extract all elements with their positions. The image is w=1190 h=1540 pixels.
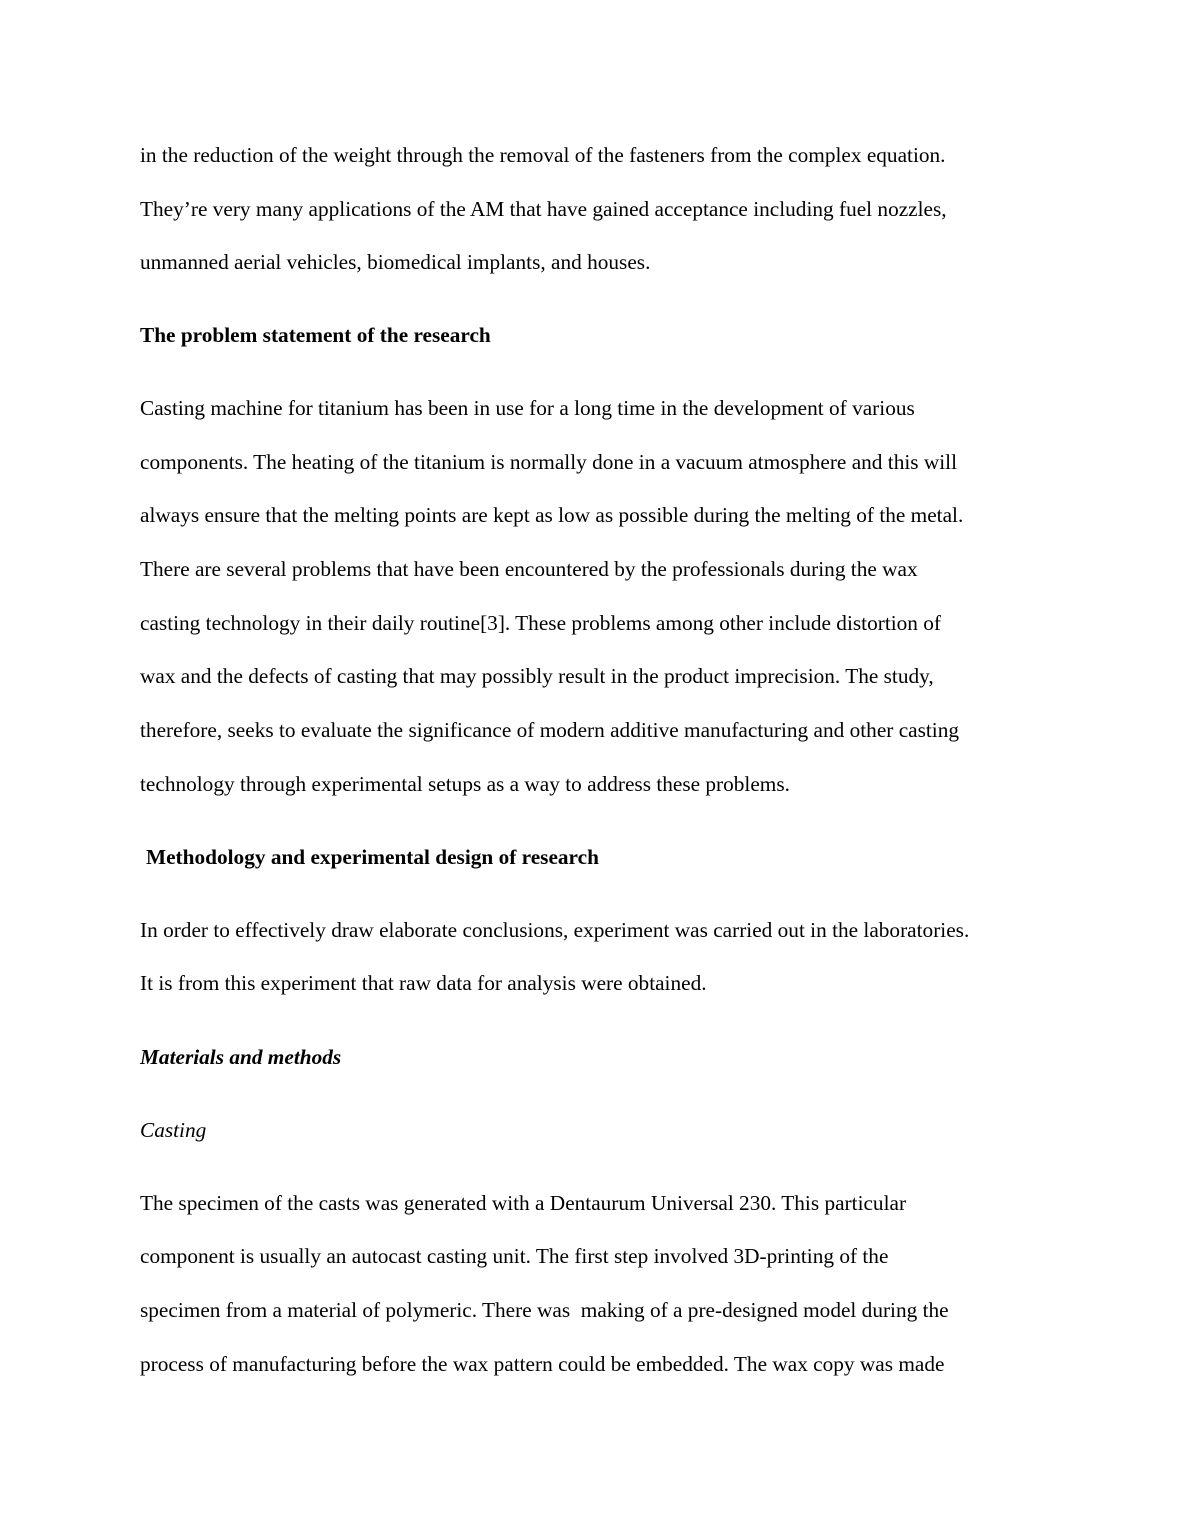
- problem-line-4: There are several problems that have been encountered by the professionals during the wax: [140, 557, 918, 581]
- materials-heading: Materials and methods: [140, 1045, 342, 1069]
- problem-line-8: technology through experimental setups as a way to address these problems.: [140, 772, 790, 796]
- intro-line-3: unmanned aerial vehicles, biomedical implants, and houses.: [140, 250, 651, 274]
- problem-line-5: casting technology in their daily routine[3]. These problems among other include distortion of: [140, 611, 942, 635]
- problem-line-1: Casting machine for titanium has been in use for a long time in the development of various: [140, 396, 915, 420]
- methodology-heading: Methodology and experimental design of research: [146, 845, 599, 869]
- casting-line-3: specimen from a material of polymeric. There was making of a pre-designed model during the: [140, 1298, 949, 1322]
- casting-subheading: Casting: [140, 1118, 207, 1142]
- problem-line-2: components. The heating of the titanium is normally done in a vacuum atmosphere and this will: [140, 450, 957, 474]
- intro-line-2: They’re very many applications of the AM that have gained acceptance including fuel nozzles,: [140, 197, 947, 221]
- casting-line-1: The specimen of the casts was generated with a Dentaurum Universal 230. This particular: [140, 1191, 907, 1215]
- casting-line-2: component is usually an autocast casting unit. The first step involved 3D-printing of the: [140, 1244, 889, 1268]
- problem-line-7: therefore, seeks to evaluate the significance of modern additive manufacturing and other casting: [140, 718, 960, 742]
- casting-line-4: process of manufacturing before the wax pattern could be embedded. The wax copy was made: [140, 1352, 945, 1376]
- problem-line-6: wax and the defects of casting that may possibly result in the product imprecision. The study,: [140, 664, 934, 688]
- problem-line-3: always ensure that the melting points are kept as low as possible during the melting of the metal.: [140, 503, 964, 527]
- methodology-line-1: In order to effectively draw elaborate conclusions, experiment was carried out in the laboratories.: [140, 918, 970, 942]
- methodology-line-2: It is from this experiment that raw data for analysis were obtained.: [140, 971, 707, 995]
- intro-line-1: in the reduction of the weight through the removal of the fasteners from the complex equation.: [140, 143, 946, 167]
- problem-heading: The problem statement of the research: [140, 323, 491, 347]
